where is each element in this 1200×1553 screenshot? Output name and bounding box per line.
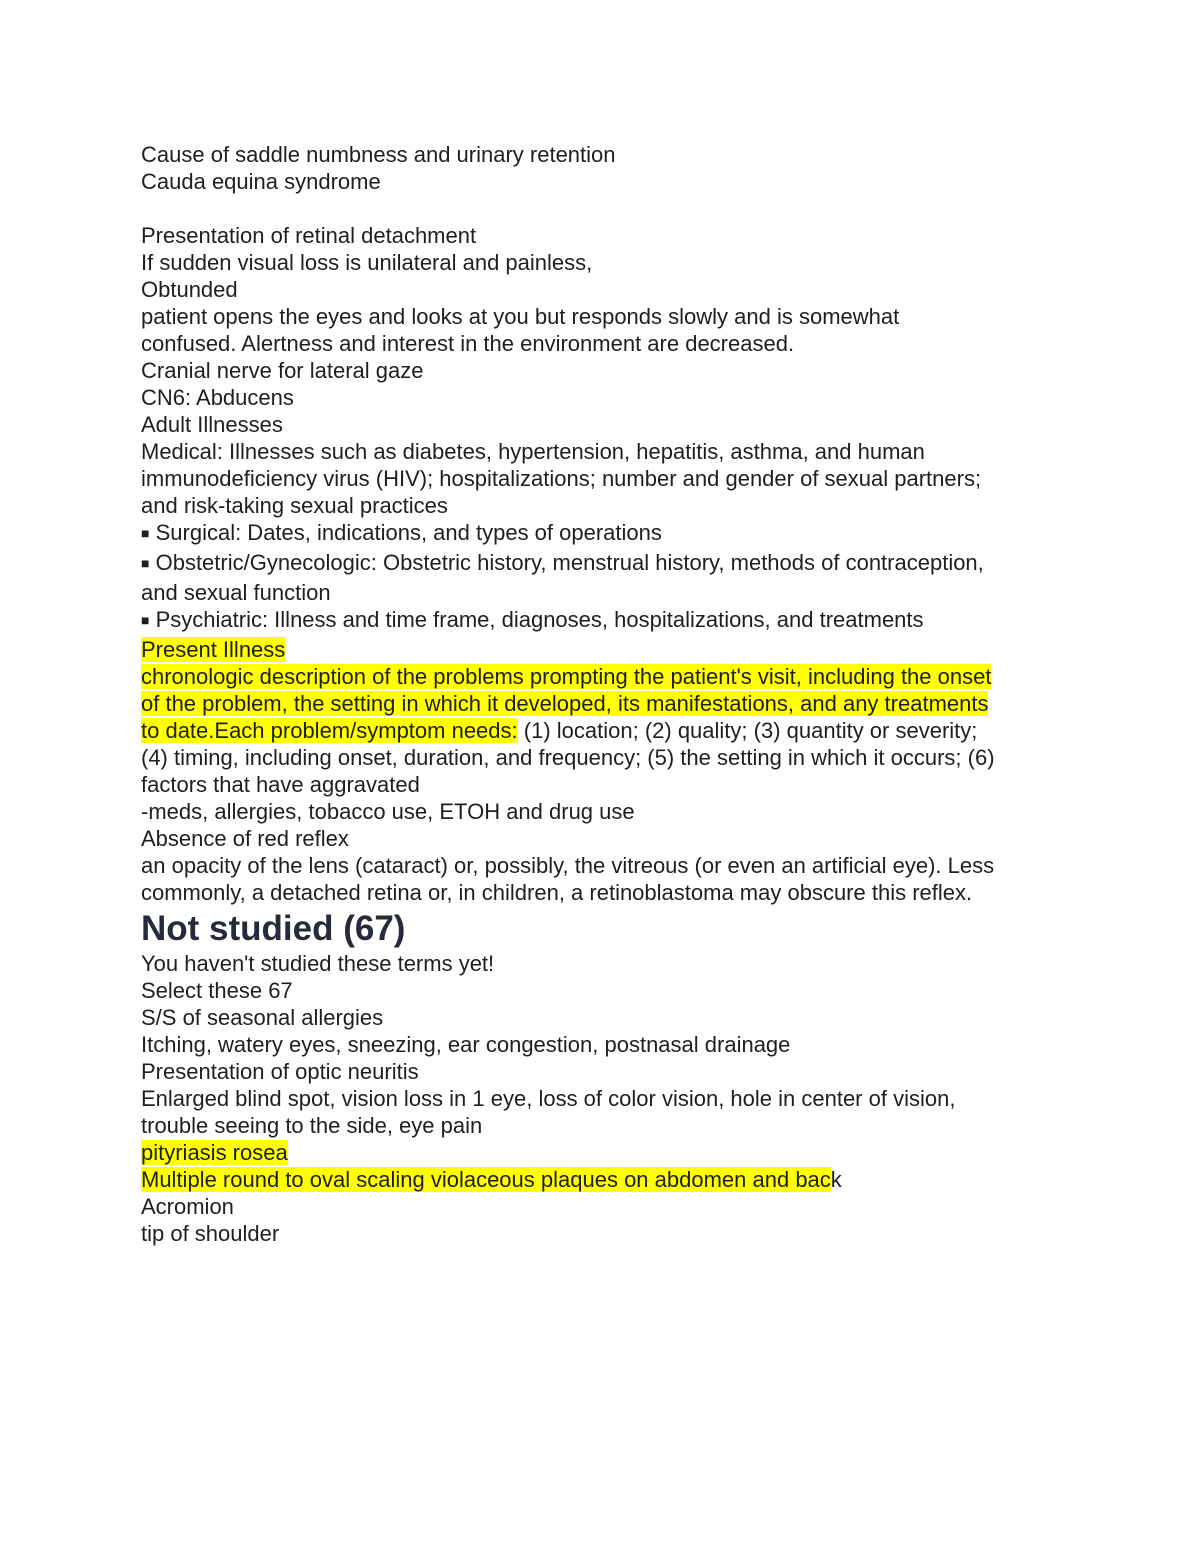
definition-present-illness-line5: factors that have aggravated [141, 772, 420, 797]
definition-present-illness-line3 [141, 717, 1071, 744]
not-studied-note: You haven't studied these terms yet! [141, 951, 495, 976]
term-adult-illnesses: Adult Illnesses [141, 412, 283, 437]
bullet-psychiatric-text: Psychiatric: Illness and time frame, diagnoses, hospitalizations, and treatments [155, 607, 924, 632]
term-obtunded: Obtunded [141, 277, 238, 302]
definition-optic-neuritis-line1: Enlarged blind spot, vision loss in 1 eye, loss of color vision, hole in center of vision, [141, 1086, 956, 1111]
definition-obtunded-line1: patient opens the eyes and looks at you but responds slowly and is somewhat [141, 304, 900, 329]
definition-present-illness-line2 [141, 690, 1071, 717]
plain-text: k [830, 1167, 842, 1192]
term-seasonal-allergies: S/S of seasonal allergies [141, 1005, 384, 1030]
definition-red-reflex-line1: an opacity of the lens (cataract) or, possibly, the vitreous (or even an artificial eye). Less [141, 853, 995, 878]
definition-medical-line2: immunodeficiency virus (HIV); hospitalizations; number and gender of sexual partners; [141, 466, 982, 491]
bullet-surgical [141, 519, 1071, 549]
definition-present-illness-line1 [141, 663, 1071, 690]
bullet-square-icon: ■ [141, 525, 150, 541]
highlight: pityriasis rosea [141, 1140, 288, 1165]
highlight: chronologic description of the problems prompting the patient's visit, including the onset [141, 664, 992, 689]
highlight: of the problem, the setting in which it developed, its manifestations, and any treatments [141, 691, 989, 716]
term-retinal-detachment: Presentation of retinal detachment [141, 223, 477, 248]
definition-optic-neuritis-line2: trouble seeing to the side, eye pain [141, 1113, 483, 1138]
term-pityriasis-rosea [141, 1139, 1071, 1166]
document-body [141, 141, 1071, 1247]
term-optic-neuritis: Presentation of optic neuritis [141, 1059, 419, 1084]
blank-line [141, 195, 1071, 222]
term-cranial-nerve: Cranial nerve for lateral gaze [141, 358, 424, 383]
definition-cn6: CN6: Abducens [141, 385, 294, 410]
term-acromion: Acromion [141, 1194, 234, 1219]
bullet-surgical-text: Surgical: Dates, indications, and types of operations [155, 520, 662, 545]
definition-obtunded-line2: confused. Alertness and interest in the environment are decreased. [141, 331, 795, 356]
term-red-reflex: Absence of red reflex [141, 826, 349, 851]
highlight: Multiple round to oval scaling violaceous plaques on abdomen and bac [141, 1167, 831, 1192]
select-terms-link: Select these 67 [141, 978, 293, 1003]
highlight: Present Illness [141, 637, 286, 662]
highlight: to date.Each problem/symptom needs: [141, 718, 518, 743]
definition-pityriasis-rosea [141, 1166, 1071, 1193]
definition-red-reflex-line2: commonly, a detached retina or, in children, a retinoblastoma may obscure this reflex. [141, 880, 973, 905]
bullet-psychiatric [141, 606, 1071, 636]
definition-medical-line1: Medical: Illnesses such as diabetes, hypertension, hepatitis, asthma, and human [141, 439, 925, 464]
bullet-square-icon: ■ [141, 555, 150, 571]
bullet-obstetric [141, 549, 1071, 579]
bullet-square-icon: ■ [141, 612, 150, 628]
definition-cauda-equina: Cauda equina syndrome [141, 169, 381, 194]
section-heading-not-studied: Not studied (67) [141, 909, 406, 948]
definition-acromion: tip of shoulder [141, 1221, 280, 1246]
bullet-obstetric-text: Obstetric/Gynecologic: Obstetric history, menstrual history, methods of contraception, [155, 550, 984, 575]
term-present-illness [141, 636, 1071, 663]
definition-present-illness-line6: -meds, allergies, tobacco use, ETOH and drug use [141, 799, 635, 824]
bullet-obstetric-cont: and sexual function [141, 580, 331, 605]
definition-retinal-detachment: If sudden visual loss is unilateral and painless, [141, 250, 593, 275]
definition-present-illness-line4: (4) timing, including onset, duration, and frequency; (5) the setting in which it occurs; (6) [141, 745, 995, 770]
term-saddle-numbness: Cause of saddle numbness and urinary retention [141, 142, 616, 167]
definition-medical-line3: and risk-taking sexual practices [141, 493, 448, 518]
plain-text: (1) location; (2) quality; (3) quantity or severity; [517, 718, 978, 743]
definition-seasonal-allergies: Itching, watery eyes, sneezing, ear congestion, postnasal drainage [141, 1032, 791, 1057]
